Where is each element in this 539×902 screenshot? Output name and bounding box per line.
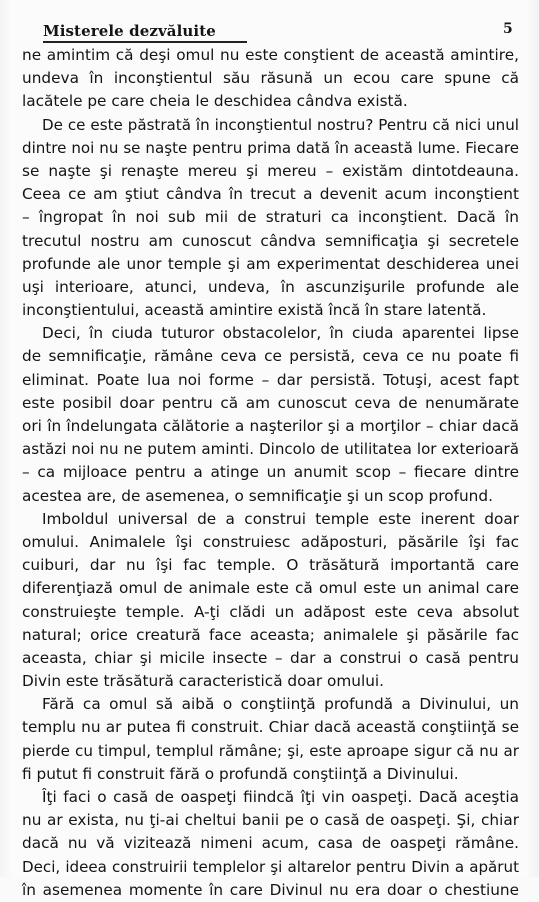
text-line: în asemenea momente în care Divinul nu era doar o chestiune — [22, 880, 519, 899]
text-line: Divin este trăsătură caracteristică doar omului. — [22, 672, 385, 691]
text-line: pierde cu timpul, templul rămâne; şi, este aproape sigur că nu ar — [22, 741, 519, 760]
text-line: dintre noi nu se naşte pentru prima dată în această lume. Fiecare — [22, 138, 519, 157]
page-number: 5 — [503, 21, 513, 37]
text-line: inconştientului, această amintire există încă în stare latentă. — [22, 301, 487, 320]
text-line: undeva în inconştientul său răsună un ecou care spune că — [22, 69, 519, 88]
text-line: templu nu ar putea fi construit. Chiar dacă această conştiinţă se — [22, 718, 519, 737]
running-title-underline — [43, 41, 247, 43]
text-line: eliminat. Poate lua noi forme – dar persistă. Totuşi, acest fapt — [22, 370, 519, 389]
text-line: ori în îndelungata călătorie a naşterilor şi a morţilor – chiar dacă — [22, 417, 519, 435]
text-line: profunde ale unor temple şi am experimentat deschiderea unei — [22, 254, 519, 273]
body-text — [22, 44, 519, 902]
text-line: fi putut fi construit fără o profundă conştiinţă a Divinului. — [22, 764, 459, 783]
text-line: diferenţiază omul de animale este că omul este un animal care — [22, 579, 519, 598]
text-line: Îţi faci o casă de oaspeţi fiindcă îţi vin oaspeţi. Dacă aceştia — [42, 788, 519, 806]
text-line: acestea are, de asemenea, o semnificaţie şi un scop profund. — [22, 486, 493, 505]
text-line: aceasta, chiar şi micile insecte – dar a construi o casă pentru — [22, 648, 519, 667]
text-line: omului. Animalele îşi construiesc adăposturi, păsările îşi fac — [22, 532, 519, 551]
text-line: ne amintim că deşi omul nu este conştient de această amintire, — [22, 46, 519, 64]
text-line: natural; orice creatură face aceasta; animalele şi păsările fac — [22, 625, 519, 644]
text-line: astăzi noi nu ne putem aminti. Dincolo de utilitatea lor exterioară — [22, 440, 519, 459]
text-line: Ceea ce am ştiut cândva în trecut a devenit acum inconştient — [22, 185, 519, 204]
text-line: lacătele pe care cheia le deschidea cândva există. — [22, 92, 408, 111]
text-line: dacă nu vă vizitează nimeni acum, casa de oaspeţi rămâne. — [22, 834, 519, 853]
text-line: Deci, în ciuda tuturor obstacolelor, în ciuda aparentei lipse — [42, 324, 519, 343]
text-line: – îngropat în noi sub mii de straturi ca inconştient. Dacă în — [22, 208, 519, 227]
text-line: Imboldul universal de a construi temple este inerent doar — [42, 509, 519, 528]
text-line: uşi interioare, atunci, undeva, în ascunzişurile profunde ale — [22, 277, 519, 296]
text-line: nu ar exista, nu ţi-ai cheltui banii pe o casă de oaspeţi. Şi, chiar — [22, 811, 519, 830]
running-title: Misterele dezvăluite — [43, 22, 216, 40]
text-line: este posibil doar pentru că am cunoscut ceva de nenumărate — [22, 393, 519, 412]
text-line: trecutul nostru am cunoscut cândva semnificaţia şi secretele — [22, 231, 519, 250]
text-line: de semnificaţie, rămâne ceva ce persistă, ceva ce nu poate fi — [22, 347, 519, 366]
text-line: cuiburi, dar nu îşi fac temple. O trăsătură importantă care — [22, 556, 519, 575]
text-line: De ce este păstrată în inconştientul nostru? Pentru că nici unul — [42, 115, 519, 134]
text-line: construieşte temple. A-ţi clădi un adăpost este ceva absolut — [22, 602, 519, 621]
text-line: se naşte şi renaşte mereu şi mereu – existăm dintotdeauna. — [22, 161, 519, 180]
text-line: Fără ca omul să aibă o conştiinţă profundă a Divinului, un — [42, 695, 519, 714]
text-line: – ca mijloace pentru a atinge un anumit scop – fiecare dintre — [22, 463, 519, 482]
text-line: Deci, ideea construirii templelor şi altarelor pentru Divin a apărut — [22, 857, 519, 876]
